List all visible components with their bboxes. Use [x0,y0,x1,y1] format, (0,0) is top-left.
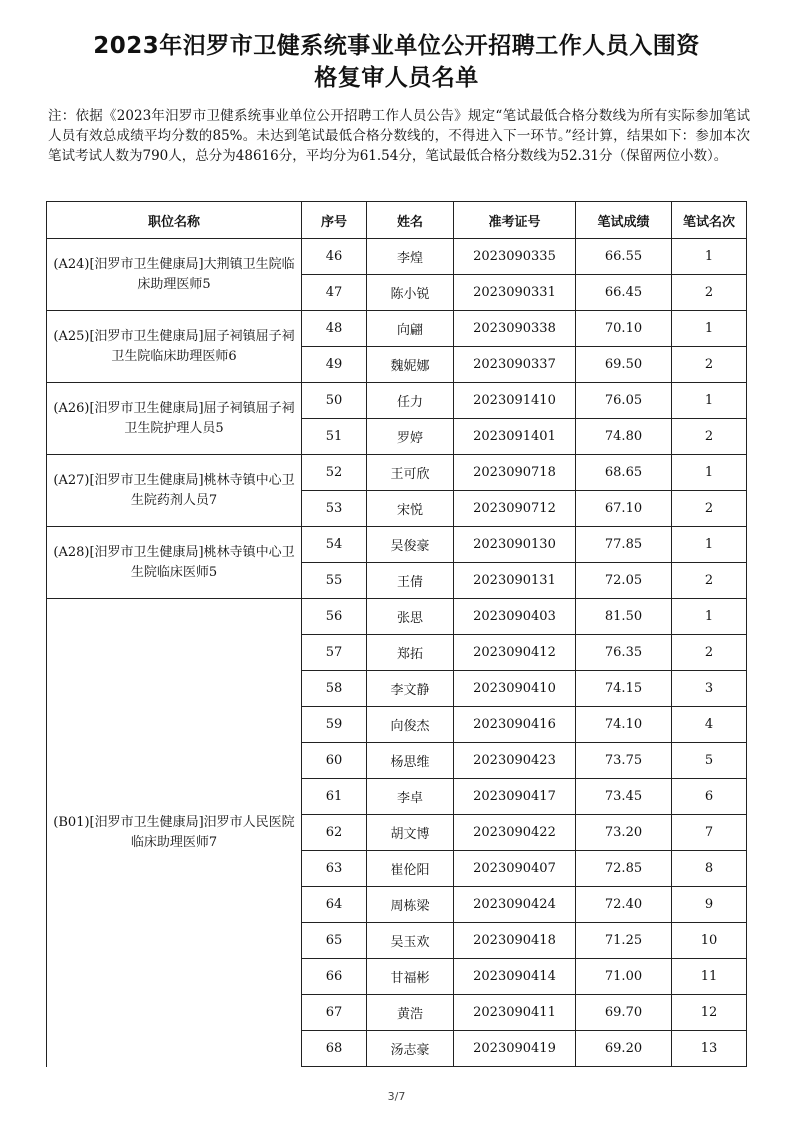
name-cell: 魏妮娜 [367,347,454,383]
score-cell: 68.65 [576,455,672,491]
rank-cell: 10 [672,923,747,959]
ticket-cell: 2023090422 [454,815,576,851]
score-cell: 73.75 [576,743,672,779]
table-body [47,239,747,1067]
rank-cell: 4 [672,707,747,743]
name-cell: 李煌 [367,239,454,275]
score-cell: 76.05 [576,383,672,419]
name-cell: 向翩 [367,311,454,347]
position-cell: (A25)[汨罗市卫生健康局]屈子祠镇屈子祠卫生院临床助理医师6 [47,311,302,383]
ticket-cell: 2023090712 [454,491,576,527]
seq-cell: 58 [302,671,367,707]
rank-cell: 5 [672,743,747,779]
score-cell: 76.35 [576,635,672,671]
score-cell: 71.00 [576,959,672,995]
name-cell: 杨思维 [367,743,454,779]
seq-cell: 55 [302,563,367,599]
seq-cell: 49 [302,347,367,383]
ticket-cell: 2023090403 [454,599,576,635]
name-cell: 汤志豪 [367,1031,454,1067]
seq-cell: 63 [302,851,367,887]
ticket-cell: 2023091401 [454,419,576,455]
name-cell: 王可欣 [367,455,454,491]
seq-cell: 54 [302,527,367,563]
rank-cell: 2 [672,563,747,599]
position-cell: (A28)[汨罗市卫生健康局]桃林寺镇中心卫生院临床医师5 [47,527,302,599]
seq-cell: 66 [302,959,367,995]
rank-cell: 1 [672,311,747,347]
position-cell: (B01)[汨罗市卫生健康局]汨罗市人民医院临床助理医师7 [47,599,302,1067]
score-cell: 69.50 [576,347,672,383]
score-cell: 69.20 [576,1031,672,1067]
ticket-cell: 2023090335 [454,239,576,275]
rank-cell: 1 [672,239,747,275]
ticket-cell: 2023090337 [454,347,576,383]
seq-cell: 64 [302,887,367,923]
score-cell: 72.85 [576,851,672,887]
ticket-cell: 2023090417 [454,779,576,815]
rank-cell: 1 [672,527,747,563]
name-cell: 李卓 [367,779,454,815]
rank-cell: 3 [672,671,747,707]
rank-cell: 1 [672,455,747,491]
header-name: 姓名 [367,202,454,239]
rank-cell: 2 [672,491,747,527]
ticket-cell: 2023090338 [454,311,576,347]
name-cell: 任力 [367,383,454,419]
seq-cell: 57 [302,635,367,671]
rank-cell: 7 [672,815,747,851]
rank-cell: 2 [672,347,747,383]
name-cell: 崔伦阳 [367,851,454,887]
seq-cell: 52 [302,455,367,491]
seq-cell: 46 [302,239,367,275]
name-cell: 张思 [367,599,454,635]
name-cell: 吴玉欢 [367,923,454,959]
table-row [47,455,747,491]
rank-cell: 1 [672,599,747,635]
note-paragraph: 注：依据《2023年汨罗市卫健系统事业单位公开招聘工作人员公告》规定“笔试最低合格分数线为所有实际参加笔试人员有效总成绩平均分数的85%。未达到笔试最低合格分数线的，不得进入下一环节。”经计算，结果如下：参加本次笔试考试人数为790人，总分为48616分，平均分为61.54分，笔试最低合格分数线为52.31分（保留两位小数）。 [48,108,750,164]
name-cell: 黄浩 [367,995,454,1031]
score-cell: 70.10 [576,311,672,347]
ticket-cell: 2023090412 [454,635,576,671]
header-score: 笔试成绩 [576,202,672,239]
rank-cell: 2 [672,635,747,671]
ticket-cell: 2023090414 [454,959,576,995]
name-cell: 胡文博 [367,815,454,851]
score-cell: 74.80 [576,419,672,455]
ticket-cell: 2023090418 [454,923,576,959]
ticket-cell: 2023090416 [454,707,576,743]
score-cell: 72.40 [576,887,672,923]
table-header-row [47,202,747,239]
score-cell: 66.55 [576,239,672,275]
title-line-2: 格复审人员名单 [314,65,479,91]
seq-cell: 67 [302,995,367,1031]
ticket-cell: 2023090423 [454,743,576,779]
rank-cell: 6 [672,779,747,815]
score-cell: 71.25 [576,923,672,959]
table-row [47,311,747,347]
document-title [30,30,763,94]
seq-cell: 51 [302,419,367,455]
seq-cell: 50 [302,383,367,419]
name-cell: 宋悦 [367,491,454,527]
seq-cell: 48 [302,311,367,347]
table-row [47,527,747,563]
rank-cell: 8 [672,851,747,887]
score-cell: 73.45 [576,779,672,815]
score-cell: 74.15 [576,671,672,707]
rank-cell: 2 [672,275,747,311]
table-row [47,599,747,635]
score-cell: 81.50 [576,599,672,635]
seq-cell: 56 [302,599,367,635]
title-line-1: 2023年汨罗市卫健系统事业单位公开招聘工作人员入围资 [93,33,700,59]
position-cell: (A27)[汨罗市卫生健康局]桃林寺镇中心卫生院药剂人员7 [47,455,302,527]
score-cell: 73.20 [576,815,672,851]
ticket-cell: 2023090410 [454,671,576,707]
position-cell: (A24)[汨罗市卫生健康局]大荆镇卫生院临床助理医师5 [47,239,302,311]
score-cell: 66.45 [576,275,672,311]
candidate-table [46,201,747,1067]
name-cell: 郑拓 [367,635,454,671]
rank-cell: 9 [672,887,747,923]
header-position: 职位名称 [47,202,302,239]
header-seq: 序号 [302,202,367,239]
name-cell: 王倩 [367,563,454,599]
header-ticket: 准考证号 [454,202,576,239]
page-number: 3/7 [387,1090,406,1103]
seq-cell: 47 [302,275,367,311]
name-cell: 陈小锐 [367,275,454,311]
rank-cell: 11 [672,959,747,995]
ticket-cell: 2023090419 [454,1031,576,1067]
rank-cell: 12 [672,995,747,1031]
rank-cell: 1 [672,383,747,419]
name-cell: 周栋梁 [367,887,454,923]
name-cell: 李文静 [367,671,454,707]
name-cell: 吴俊豪 [367,527,454,563]
rank-cell: 13 [672,1031,747,1067]
header-rank: 笔试名次 [672,202,747,239]
name-cell: 甘福彬 [367,959,454,995]
ticket-cell: 2023090424 [454,887,576,923]
ticket-cell: 2023090331 [454,275,576,311]
ticket-cell: 2023090411 [454,995,576,1031]
position-cell: (A26)[汨罗市卫生健康局]屈子祠镇屈子祠卫生院护理人员5 [47,383,302,455]
seq-cell: 65 [302,923,367,959]
ticket-cell: 2023090718 [454,455,576,491]
score-cell: 74.10 [576,707,672,743]
rank-cell: 2 [672,419,747,455]
score-cell: 67.10 [576,491,672,527]
ticket-cell: 2023091410 [454,383,576,419]
ticket-cell: 2023090131 [454,563,576,599]
seq-cell: 61 [302,779,367,815]
seq-cell: 59 [302,707,367,743]
table-row [47,383,747,419]
table-row [47,239,747,275]
score-cell: 72.05 [576,563,672,599]
ticket-cell: 2023090407 [454,851,576,887]
seq-cell: 62 [302,815,367,851]
seq-cell: 53 [302,491,367,527]
ticket-cell: 2023090130 [454,527,576,563]
score-cell: 77.85 [576,527,672,563]
name-cell: 向俊杰 [367,707,454,743]
name-cell: 罗婷 [367,419,454,455]
seq-cell: 68 [302,1031,367,1067]
seq-cell: 60 [302,743,367,779]
score-cell: 69.70 [576,995,672,1031]
